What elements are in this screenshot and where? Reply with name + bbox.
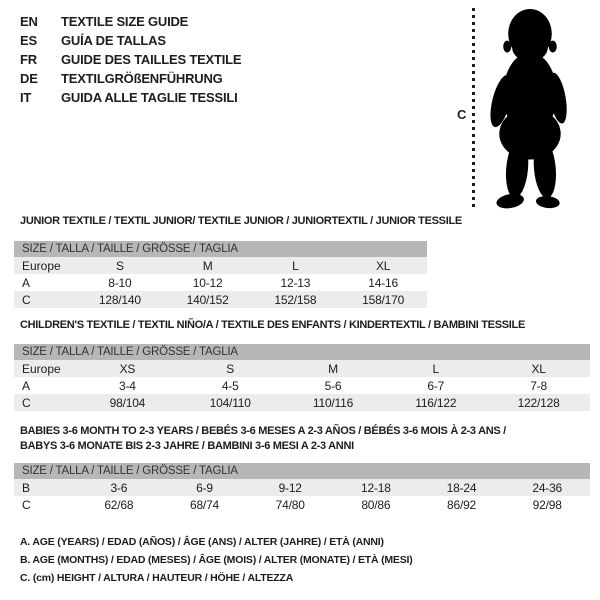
size-cell: 74/80 (275, 497, 305, 512)
footnote-b: B. AGE (MONTHS) / EDAD (MESES) / ÂGE (MOIS) / ALTER (MONATE) / ETÀ (MESI) (20, 554, 413, 566)
junior-size-table (14, 241, 427, 308)
size-cell: 92/98 (532, 497, 562, 512)
table-row (14, 377, 590, 394)
size-cell: 7-8 (530, 378, 547, 393)
row-label: C (22, 395, 31, 410)
size-cell: 6-9 (196, 480, 213, 495)
row-label: A (22, 275, 31, 290)
size-cell: XL (375, 258, 391, 273)
table-row (14, 479, 590, 496)
size-cell: S (115, 258, 124, 273)
size-cell: 9-12 (278, 480, 302, 495)
size-cell: S (226, 361, 235, 376)
size-cell: 158/170 (362, 292, 405, 307)
size-header-bar: SIZE / TALLA / TAILLE / GRÖSSE / TAGLIA (14, 241, 427, 257)
size-cell: M (202, 258, 213, 273)
size-cell: XL (531, 361, 546, 376)
size-cell: 18-24 (446, 480, 477, 495)
section-title: CHILDREN'S TEXTILE / TEXTIL NIÑO/A / TEXTILE DES ENFANTS / KINDERTEXTIL / BAMBINI TESSILE (20, 319, 525, 331)
size-cell: 24-36 (532, 480, 563, 495)
section-children-textile (14, 318, 590, 411)
size-cell: 3-6 (110, 480, 128, 495)
size-cell: 122/128 (517, 395, 560, 410)
size-cell: 104/110 (209, 395, 251, 410)
footnote-a: A. AGE (YEARS) / EDAD (AÑOS) / ÂGE (ANS) / ALTER (JAHRE) / ETÀ (ANNI) (20, 536, 384, 548)
language-code: FR (20, 52, 37, 67)
language-row (20, 50, 241, 69)
row-label: Europe (22, 258, 61, 273)
size-cell: 86/92 (447, 497, 477, 512)
language-code: IT (20, 90, 32, 105)
size-cell: 62/68 (104, 497, 134, 512)
babies-size-table (14, 463, 590, 513)
size-cell: 110/116 (312, 395, 354, 410)
section-title-line1: BABIES 3-6 MONTH TO 2-3 YEARS / BEBÉS 3-6 MESES A 2-3 AÑOS / BÉBÉS 3-6 MOIS À 2-3 ANS / (20, 425, 506, 437)
row-label: B (22, 480, 31, 495)
size-cell: 116/122 (415, 395, 457, 410)
section-title: JUNIOR TEXTILE / TEXTIL JUNIOR/ TEXTILE JUNIOR / JUNIORTEXTIL / JUNIOR TESSILE (20, 215, 462, 227)
table-row (14, 291, 427, 308)
table-row (14, 274, 427, 291)
height-measure-line (472, 8, 475, 209)
size-cell: 152/158 (274, 292, 317, 307)
table-row (14, 496, 590, 513)
footnotes (20, 533, 413, 587)
size-cell: 68/74 (189, 497, 220, 512)
language-row (20, 69, 241, 88)
row-label: C (22, 292, 31, 307)
size-cell: 98/104 (109, 395, 146, 410)
baby-figure (450, 5, 600, 217)
size-cell: L (432, 361, 440, 376)
size-cell: 80/86 (361, 497, 391, 512)
section-title-line2: BABYS 3-6 MONATE BIS 2-3 JAHRE / BAMBINI 3-6 MESI A 2-3 ANNI (20, 440, 354, 452)
language-code: EN (20, 14, 38, 29)
size-cell: 14-16 (368, 275, 398, 290)
size-cell: 140/152 (186, 292, 229, 307)
size-cell: XS (119, 361, 136, 376)
size-cell: 8-10 (108, 275, 132, 290)
table-row (14, 394, 590, 411)
language-code: ES (20, 33, 37, 48)
size-cell: 12-13 (280, 275, 311, 290)
size-cell: L (292, 258, 299, 273)
language-row (20, 12, 241, 31)
size-header-bar: SIZE / TALLA / TAILLE / GRÖSSE / TAGLIA (14, 463, 590, 479)
language-title: TEXTILGRÖßENFÜHRUNG (61, 71, 223, 86)
size-cell: 12-18 (361, 480, 391, 495)
language-title: TEXTILE SIZE GUIDE (61, 14, 189, 29)
size-cell: 5-6 (324, 378, 342, 393)
section-junior-textile (14, 214, 462, 308)
table-row (14, 360, 590, 377)
size-cell: 10-12 (192, 275, 223, 290)
language-title: GUIDA ALLE TAGLIE TESSILI (61, 90, 238, 105)
baby-silhouette-icon (484, 7, 574, 210)
row-label: Europe (22, 361, 61, 376)
language-title: GUÍA DE TALLAS (61, 33, 166, 48)
size-cell: 3-4 (119, 378, 136, 393)
size-cell: 6-7 (427, 378, 445, 393)
size-header-bar: SIZE / TALLA / TAILLE / GRÖSSE / TAGLIA (14, 344, 590, 360)
footnote-c: C. (cm) HEIGHT / ALTURA / HAUTEUR / HÖHE / ALTEZZA (20, 572, 294, 584)
height-measure-label: C (457, 107, 467, 122)
language-code: DE (20, 71, 38, 86)
size-cell: M (328, 361, 338, 376)
children-size-table (14, 344, 590, 411)
table-row (14, 257, 427, 274)
size-cell: 128/140 (98, 292, 141, 307)
language-row (20, 31, 241, 50)
language-row (20, 88, 241, 107)
section-babies-textile (14, 424, 590, 513)
language-list (20, 12, 241, 107)
row-label: C (22, 497, 31, 512)
size-cell: 4-5 (221, 378, 239, 393)
language-title: GUIDE DES TAILLES TEXTILE (61, 52, 242, 67)
row-label: A (22, 378, 31, 393)
